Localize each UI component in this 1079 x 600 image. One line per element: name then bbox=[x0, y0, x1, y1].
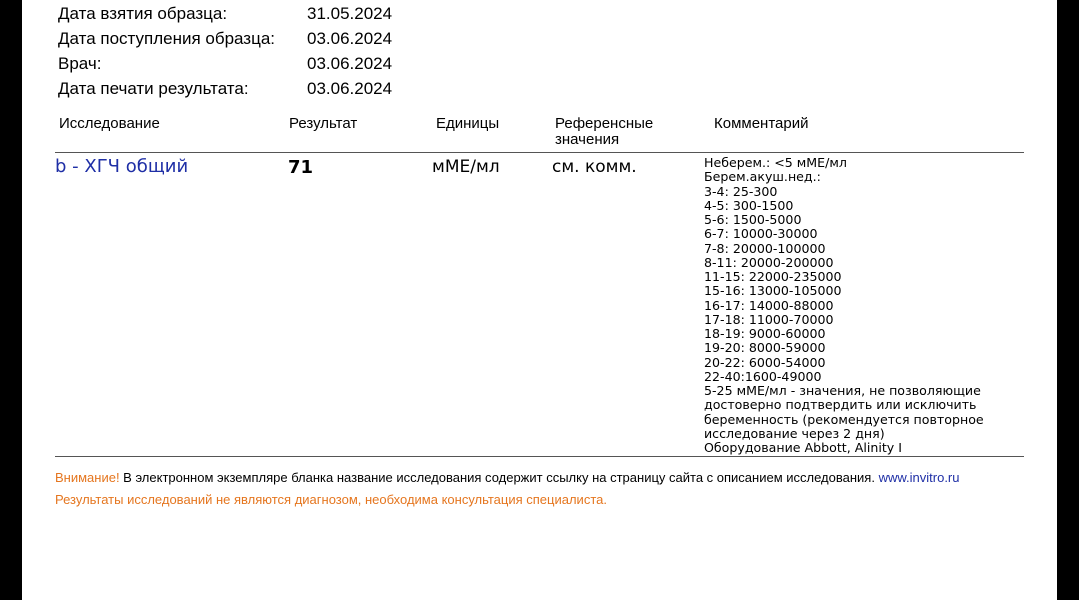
header-reference-line1: Референсные bbox=[555, 115, 654, 132]
meta-value: 03.06.2024 bbox=[307, 29, 393, 48]
meta-label: Дата взятия образца: bbox=[58, 4, 228, 23]
header-reference bbox=[555, 116, 653, 148]
comment-line: беременность (рекомендуется повторное bbox=[704, 411, 984, 427]
meta-label: Дата поступления образца: bbox=[58, 29, 276, 48]
comment-block bbox=[704, 156, 1014, 455]
comment-line: Оборудование Abbott, Alinity I bbox=[704, 440, 902, 455]
comment-line: 5-25 мМЕ/мл - значения, не позволяющие bbox=[704, 383, 981, 398]
comment-line: достоверно подтвердить или исключить bbox=[704, 397, 977, 413]
comment-line: 19-20: 8000-59000 bbox=[704, 340, 826, 356]
reference-value: см. комм. bbox=[552, 157, 637, 177]
header-test: Исследование bbox=[59, 115, 160, 132]
comment-line: 5-6: 1500-5000 bbox=[704, 212, 802, 227]
comment-line: 6-7: 10000-30000 bbox=[704, 226, 818, 242]
meta-value: 31.05.2024 bbox=[307, 4, 393, 23]
header-comment: Комментарий bbox=[714, 115, 809, 132]
comment-line: 11-15: 22000-235000 bbox=[704, 269, 842, 284]
comment-line: 20-22: 6000-54000 bbox=[704, 354, 826, 370]
header-reference-line2: значения bbox=[555, 131, 620, 148]
meta-label: Врач: bbox=[58, 54, 102, 73]
header-result: Результат bbox=[289, 115, 358, 132]
meta-value: 03.06.2024 bbox=[307, 79, 393, 98]
comment-line: 7-8: 20000-100000 bbox=[704, 240, 826, 256]
comment-line: 18-19: 9000-60000 bbox=[704, 326, 826, 341]
comment-line: 16-17: 14000-88000 bbox=[704, 297, 834, 313]
comment-line: 3-4: 25-300 bbox=[704, 183, 778, 199]
comment-line: Берем.акуш.нед.: bbox=[704, 169, 821, 185]
comment-line: 17-18: 11000-70000 bbox=[704, 311, 834, 327]
comment-line: 4-5: 300-1500 bbox=[704, 197, 794, 213]
footer-warning: Внимание! bbox=[55, 470, 120, 485]
footer-disclaimer: Результаты исследований не являются диагнозом, необходима консультация специалиста. bbox=[55, 492, 607, 507]
meta-value: 03.06.2024 bbox=[307, 54, 393, 73]
result-value: 71 bbox=[288, 157, 314, 178]
table-divider-top bbox=[55, 152, 1024, 153]
lab-result-page bbox=[22, 0, 1057, 600]
comment-line: 22-40:1600-49000 bbox=[704, 368, 822, 384]
comment-line: исследование через 2 дня) bbox=[704, 425, 885, 441]
site-link[interactable]: www.invitro.ru bbox=[878, 470, 960, 485]
header-units: Единицы bbox=[436, 115, 500, 132]
comment-line: 15-16: 13000-105000 bbox=[704, 283, 842, 299]
footer-note: В электронном экземпляре бланка название исследования содержит ссылку на страницу сайта с описанием исследования. bbox=[119, 470, 875, 485]
footer-notice bbox=[55, 470, 1030, 485]
meta-label: Дата печати результата: bbox=[58, 79, 249, 98]
table-divider-bottom bbox=[55, 456, 1024, 457]
comment-line: Неберем.: <5 мМЕ/мл bbox=[704, 155, 847, 170]
comment-line: 8-11: 20000-200000 bbox=[704, 254, 834, 270]
units-value: мМЕ/мл bbox=[432, 157, 500, 177]
test-name-link[interactable]: b - ХГЧ общий bbox=[55, 156, 189, 177]
